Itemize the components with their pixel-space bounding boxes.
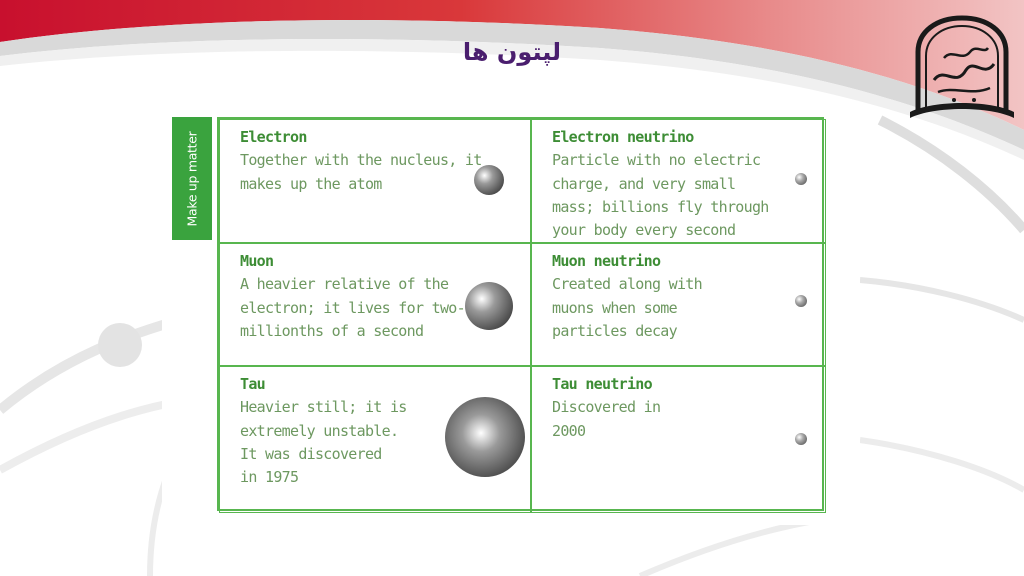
particle-desc-line: mass; billions fly through [552, 197, 769, 216]
electron-ball-icon [474, 165, 504, 195]
particle-name: Tau neutrino [552, 375, 652, 393]
side-tab [172, 117, 212, 240]
particle-desc-line: extremely unstable. [240, 421, 399, 440]
particle-desc-line: in 1975 [240, 468, 299, 487]
particle-desc-line: electron; it lives for two- [240, 298, 465, 317]
particle-desc-line: Created along with [552, 275, 702, 294]
neutrino-ball-icon [795, 295, 807, 307]
particle-name: Muon neutrino [552, 252, 661, 270]
particle-desc-line: It was discovered [240, 444, 382, 463]
cell-tau [219, 366, 531, 513]
particle-name: Electron neutrino [552, 128, 694, 146]
cell-tau-neutrino [531, 366, 826, 513]
particle-name: Muon [240, 252, 274, 270]
particle-desc-line: muons when some [552, 298, 677, 317]
particle-desc-line: Together with the nucleus, it [240, 151, 482, 170]
institution-logo [904, 8, 1020, 120]
particle-desc-line: particles decay [552, 321, 677, 340]
particle-desc-line: millionths of a second [240, 321, 424, 340]
muon-ball-icon [465, 282, 513, 330]
particle-desc-line: 2000 [552, 421, 586, 440]
cell-muon-neutrino [531, 243, 826, 366]
particle-desc-line: charge, and very small [552, 174, 736, 193]
neutrino-ball-icon [795, 433, 807, 445]
particle-name: Tau [240, 375, 265, 393]
tau-ball-icon [445, 397, 525, 477]
neutrino-ball-icon [795, 173, 807, 185]
particle-desc-line: A heavier relative of the [240, 275, 449, 294]
particle-desc-line: your body every second [552, 221, 736, 240]
particle-name: Electron [240, 128, 307, 146]
particle-desc-line: Particle with no electric [552, 151, 761, 170]
cell-electron-neutrino [531, 119, 826, 243]
side-tab-label: Make up matter [184, 130, 200, 227]
cell-muon [219, 243, 531, 366]
particle-desc-line: makes up the atom [240, 174, 382, 193]
cell-electron [219, 119, 531, 243]
particle-desc-line: Discovered in [552, 398, 661, 417]
slide-title: لپتون ها [462, 38, 562, 66]
lepton-table [217, 117, 824, 511]
particle-desc-line: Heavier still; it is [240, 398, 407, 417]
